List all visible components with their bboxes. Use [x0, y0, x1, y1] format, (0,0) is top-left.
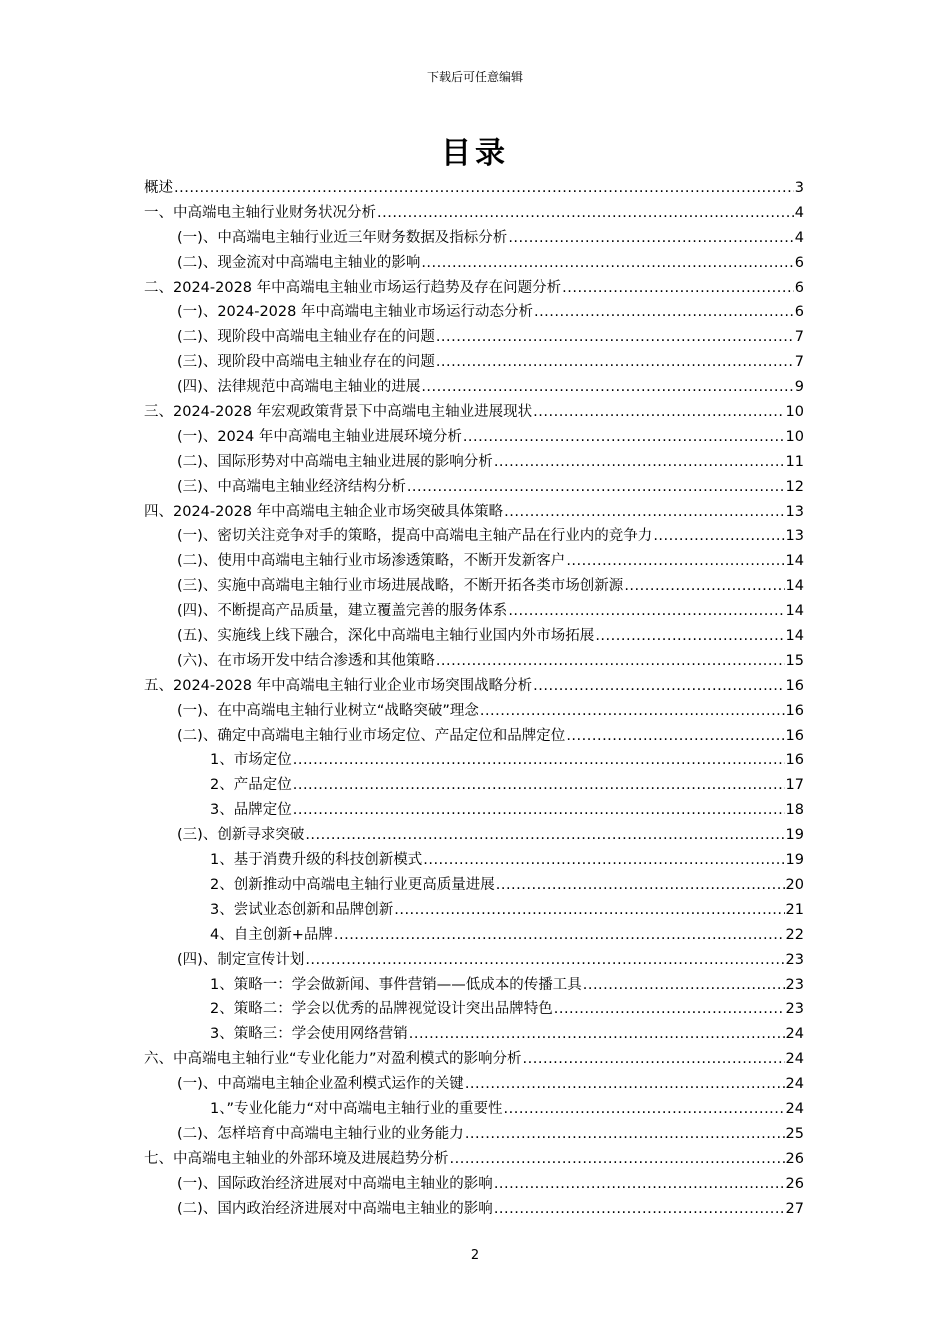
toc-dot-leader — [293, 773, 785, 798]
toc-entry-page: 6 — [794, 279, 804, 296]
toc-entry-page: 27 — [785, 1200, 804, 1217]
toc-entry-title: 2、产品定位 — [210, 777, 292, 794]
toc-entry-page: 18 — [785, 802, 804, 819]
toc-entry-title: (二)、现阶段中高端电主轴业存在的问题 — [177, 329, 435, 346]
toc-entry-title: (二)、怎样培育中高端电主轴行业的业务能力 — [177, 1125, 464, 1142]
toc-dot-leader — [334, 923, 785, 948]
toc-entry[interactable] — [144, 1072, 804, 1097]
toc-entry-page: 19 — [785, 852, 804, 869]
toc-entry-page: 24 — [785, 1100, 804, 1117]
toc-entry-title: (二)、国际形势对中高端电主轴业进展的影响分析 — [177, 453, 493, 470]
toc-entry-title: 一、中高端电主轴行业财务状况分析 — [144, 204, 376, 221]
toc-dot-leader — [504, 1097, 785, 1122]
toc-dot-leader — [305, 823, 784, 848]
toc-dot-leader — [436, 649, 785, 674]
toc-entry[interactable] — [144, 251, 804, 276]
toc-dot-leader — [534, 300, 794, 325]
toc-entry[interactable] — [144, 1172, 804, 1197]
toc-entry-page: 26 — [785, 1150, 804, 1167]
toc-dot-leader — [595, 624, 784, 649]
toc-dot-leader — [533, 674, 784, 699]
toc-dot-leader — [377, 201, 794, 226]
toc-entry-page: 23 — [785, 976, 804, 993]
toc-dot-leader — [508, 226, 793, 251]
toc-entry[interactable] — [144, 898, 804, 923]
toc-entry-page: 24 — [785, 1026, 804, 1043]
toc-entry-page: 12 — [785, 478, 804, 495]
toc-entry[interactable] — [144, 1022, 804, 1047]
toc-dot-leader — [293, 748, 785, 773]
toc-entry-page: 16 — [785, 702, 804, 719]
toc-entry-page: 10 — [785, 404, 804, 421]
toc-entry-title: (一)、2024 年中高端电主轴业进展环境分析 — [177, 428, 462, 445]
toc-dot-leader — [436, 325, 794, 350]
toc-dot-leader — [174, 176, 794, 201]
toc-dot-leader — [624, 574, 784, 599]
toc-entry-page: 16 — [785, 752, 804, 769]
toc-entry-title: (二)、确定中高端电主轴行业市场定位、产品定位和品牌定位 — [177, 727, 566, 744]
toc-entry-title: (四)、制定宣传计划 — [177, 951, 305, 968]
toc-entry-title: 1、市场定位 — [210, 752, 292, 769]
toc-entry-title: (三)、实施中高端电主轴行业市场进展战略，不断开拓各类市场创新源 — [177, 578, 624, 595]
toc-entry-title: (四)、法律规范中高端电主轴业的进展 — [177, 379, 421, 396]
toc-entry-title: (一)、2024-2028 年中高端电主轴业市场运行动态分析 — [177, 304, 533, 321]
toc-entry[interactable] — [144, 276, 804, 301]
toc-entry-title: 2、创新推动中高端电主轴行业更高质量进展 — [210, 876, 495, 893]
toc-entry[interactable] — [144, 325, 804, 350]
toc-entry-page: 7 — [794, 354, 804, 371]
toc-entry[interactable] — [144, 1122, 804, 1147]
toc-dot-leader — [450, 1147, 785, 1172]
toc-entry[interactable] — [144, 1147, 804, 1172]
toc-entry-page: 25 — [785, 1125, 804, 1142]
toc-entry-page: 10 — [785, 428, 804, 445]
toc-entry[interactable] — [144, 1047, 804, 1072]
toc-entry[interactable] — [144, 748, 804, 773]
toc-dot-leader — [480, 699, 785, 724]
toc-entry-title: (三)、创新寻求突破 — [177, 827, 305, 844]
toc-entry-page: 4 — [794, 204, 804, 221]
toc-entry-title: 七、中高端电主轴业的外部环境及进展趋势分析 — [144, 1150, 449, 1167]
toc-entry-page: 19 — [785, 827, 804, 844]
toc-dot-leader — [394, 898, 784, 923]
toc-entry-title: 二、2024-2028 年中高端电主轴业市场运行趋势及存在问题分析 — [144, 279, 562, 296]
toc-dot-leader — [554, 997, 785, 1022]
toc-entry-page: 13 — [785, 528, 804, 545]
toc-entry-title: (一)、中高端电主轴行业近三年财务数据及指标分析 — [177, 229, 508, 246]
toc-entry-page: 3 — [794, 180, 804, 196]
toc-entry-title: 3、策略三：学会使用网络营销 — [210, 1026, 408, 1043]
toc-dot-leader — [583, 973, 785, 998]
toc-entry-title: 五、2024-2028 年中高端电主轴行业企业市场突围战略分析 — [144, 677, 533, 694]
toc-dot-leader — [504, 500, 784, 525]
toc-entry[interactable] — [144, 923, 804, 948]
toc-entry[interactable] — [144, 773, 804, 798]
page-title: 目录 — [441, 136, 509, 171]
toc-entry[interactable] — [144, 599, 804, 624]
toc-entry-page: 20 — [785, 876, 804, 893]
toc-entry-title: (一)、密切关注竞争对手的策略，提高中高端电主轴产品在行业内的竞争力 — [177, 528, 653, 545]
toc-entry-title: (二)、国内政治经济进展对中高端电主轴业的影响 — [177, 1200, 493, 1217]
toc-entry-title: (二)、现金流对中高端电主轴业的影响 — [177, 254, 421, 271]
toc-entry-page: 23 — [785, 951, 804, 968]
toc-entry[interactable] — [144, 425, 804, 450]
toc-dot-leader — [566, 724, 784, 749]
toc-entry[interactable] — [144, 1097, 804, 1122]
toc-entry-title: 3、尝试业态创新和品牌创新 — [210, 901, 394, 918]
toc-entry-page: 7 — [794, 329, 804, 346]
toc-dot-leader — [562, 276, 794, 301]
toc-entry[interactable] — [144, 500, 804, 525]
toc-dot-leader — [305, 948, 784, 973]
toc-entry-title: 2、策略二：学会以优秀的品牌视觉设计突出品牌特色 — [210, 1001, 553, 1018]
toc-entry[interactable] — [144, 848, 804, 873]
toc-entry-title: 概述 — [144, 180, 173, 196]
toc-entry-title: (六)、在市场开发中结合渗透和其他策略 — [177, 652, 435, 669]
toc-entry-title: (一)、中高端电主轴企业盈利模式运作的关键 — [177, 1076, 464, 1093]
toc-entry[interactable] — [144, 226, 804, 251]
toc-entry-title: (一)、国际政治经济进展对中高端电主轴业的影响 — [177, 1175, 493, 1192]
toc-entry-title: 四、2024-2028 年中高端电主轴企业市场突破具体策略 — [144, 503, 504, 520]
toc-entry[interactable] — [144, 699, 804, 724]
page-number: 2 — [470, 1248, 480, 1263]
toc-dot-leader — [409, 1022, 785, 1047]
toc-entry-title: 3、品牌定位 — [210, 802, 292, 819]
toc-dot-leader — [494, 1172, 785, 1197]
toc-dot-leader — [653, 524, 784, 549]
toc-dot-leader — [465, 1072, 785, 1097]
toc-entry-title: 六、中高端电主轴行业“专业化能力”对盈利模式的影响分析 — [144, 1051, 522, 1068]
toc-entry-title: 1、策略一：学会做新闻、事件营销——低成本的传播工具 — [210, 976, 582, 993]
toc-entry-page: 26 — [785, 1175, 804, 1192]
toc-dot-leader — [423, 848, 784, 873]
toc-dot-leader — [508, 599, 784, 624]
toc-entry[interactable] — [144, 350, 804, 375]
toc-entry-title: (一)、在中高端电主轴行业树立“战略突破”理念 — [177, 702, 479, 719]
toc-entry-title: 三、2024-2028 年宏观政策背景下中高端电主轴业进展现状 — [144, 404, 533, 421]
toc-dot-leader — [496, 873, 785, 898]
toc-entry-page: 9 — [794, 379, 804, 396]
toc-entry[interactable] — [144, 176, 804, 201]
toc-entry-page: 4 — [794, 229, 804, 246]
toc-entry[interactable] — [144, 400, 804, 425]
toc-entry[interactable] — [144, 873, 804, 898]
toc-dot-leader — [465, 1122, 785, 1147]
toc-entry-title: (四)、不断提高产品质量，建立覆盖完善的服务体系 — [177, 603, 508, 620]
header-note: 下载后可任意编辑 — [426, 70, 523, 84]
toc-dot-leader — [494, 450, 785, 475]
toc-dot-leader — [293, 798, 785, 823]
toc-dot-leader — [566, 549, 784, 574]
toc-entry-title: (二)、使用中高端电主轴行业市场渗透策略，不断开发新客户 — [177, 553, 566, 570]
toc-entry[interactable] — [144, 674, 804, 699]
toc-entry[interactable] — [144, 375, 804, 400]
toc-dot-leader — [533, 400, 784, 425]
toc-entry[interactable] — [144, 798, 804, 823]
toc-dot-leader — [407, 475, 785, 500]
toc-dot-leader — [436, 350, 794, 375]
toc-entry-page: 13 — [785, 503, 804, 520]
table-of-contents — [144, 176, 804, 1221]
toc-entry-page: 22 — [785, 926, 804, 943]
toc-dot-leader — [494, 1197, 785, 1222]
toc-entry-page: 14 — [785, 628, 804, 645]
toc-entry-page: 6 — [794, 304, 804, 321]
toc-entry[interactable] — [144, 823, 804, 848]
toc-dot-leader — [523, 1047, 785, 1072]
toc-entry[interactable] — [144, 450, 804, 475]
toc-entry-page: 11 — [785, 453, 804, 470]
toc-entry[interactable] — [144, 973, 804, 998]
toc-entry-page: 14 — [785, 553, 804, 570]
toc-entry[interactable] — [144, 649, 804, 674]
toc-entry-title: 1、基于消费升级的科技创新模式 — [210, 852, 423, 869]
toc-entry-page: 16 — [785, 727, 804, 744]
toc-entry-title: 1、”专业化能力“对中高端电主轴行业的重要性 — [210, 1100, 503, 1117]
toc-entry[interactable] — [144, 1197, 804, 1222]
toc-entry[interactable] — [144, 524, 804, 549]
toc-entry-page: 16 — [785, 677, 804, 694]
toc-entry-page: 14 — [785, 578, 804, 595]
toc-dot-leader — [463, 425, 785, 450]
toc-entry-page: 6 — [794, 254, 804, 271]
toc-entry-title: (三)、现阶段中高端电主轴业存在的问题 — [177, 354, 435, 371]
toc-entry[interactable] — [144, 997, 804, 1022]
toc-entry[interactable] — [144, 624, 804, 649]
toc-entry-page: 24 — [785, 1076, 804, 1093]
toc-entry[interactable] — [144, 475, 804, 500]
toc-entry-page: 17 — [785, 777, 804, 794]
toc-entry[interactable] — [144, 574, 804, 599]
toc-entry[interactable] — [144, 201, 804, 226]
toc-entry-page: 15 — [785, 652, 804, 669]
toc-entry-page: 23 — [785, 1001, 804, 1018]
toc-entry[interactable] — [144, 300, 804, 325]
toc-entry-title: 4、自主创新+品牌 — [210, 926, 333, 943]
toc-entry-title: (五)、实施线上线下融合，深化中高端电主轴行业国内外市场拓展 — [177, 628, 595, 645]
toc-entry[interactable] — [144, 724, 804, 749]
toc-entry-page: 24 — [785, 1051, 804, 1068]
toc-entry-page: 14 — [785, 603, 804, 620]
toc-entry-title: (三)、中高端电主轴业经济结构分析 — [177, 478, 406, 495]
toc-dot-leader — [421, 251, 793, 276]
toc-entry-page: 21 — [785, 901, 804, 918]
toc-entry[interactable] — [144, 549, 804, 574]
toc-entry[interactable] — [144, 948, 804, 973]
toc-dot-leader — [421, 375, 793, 400]
